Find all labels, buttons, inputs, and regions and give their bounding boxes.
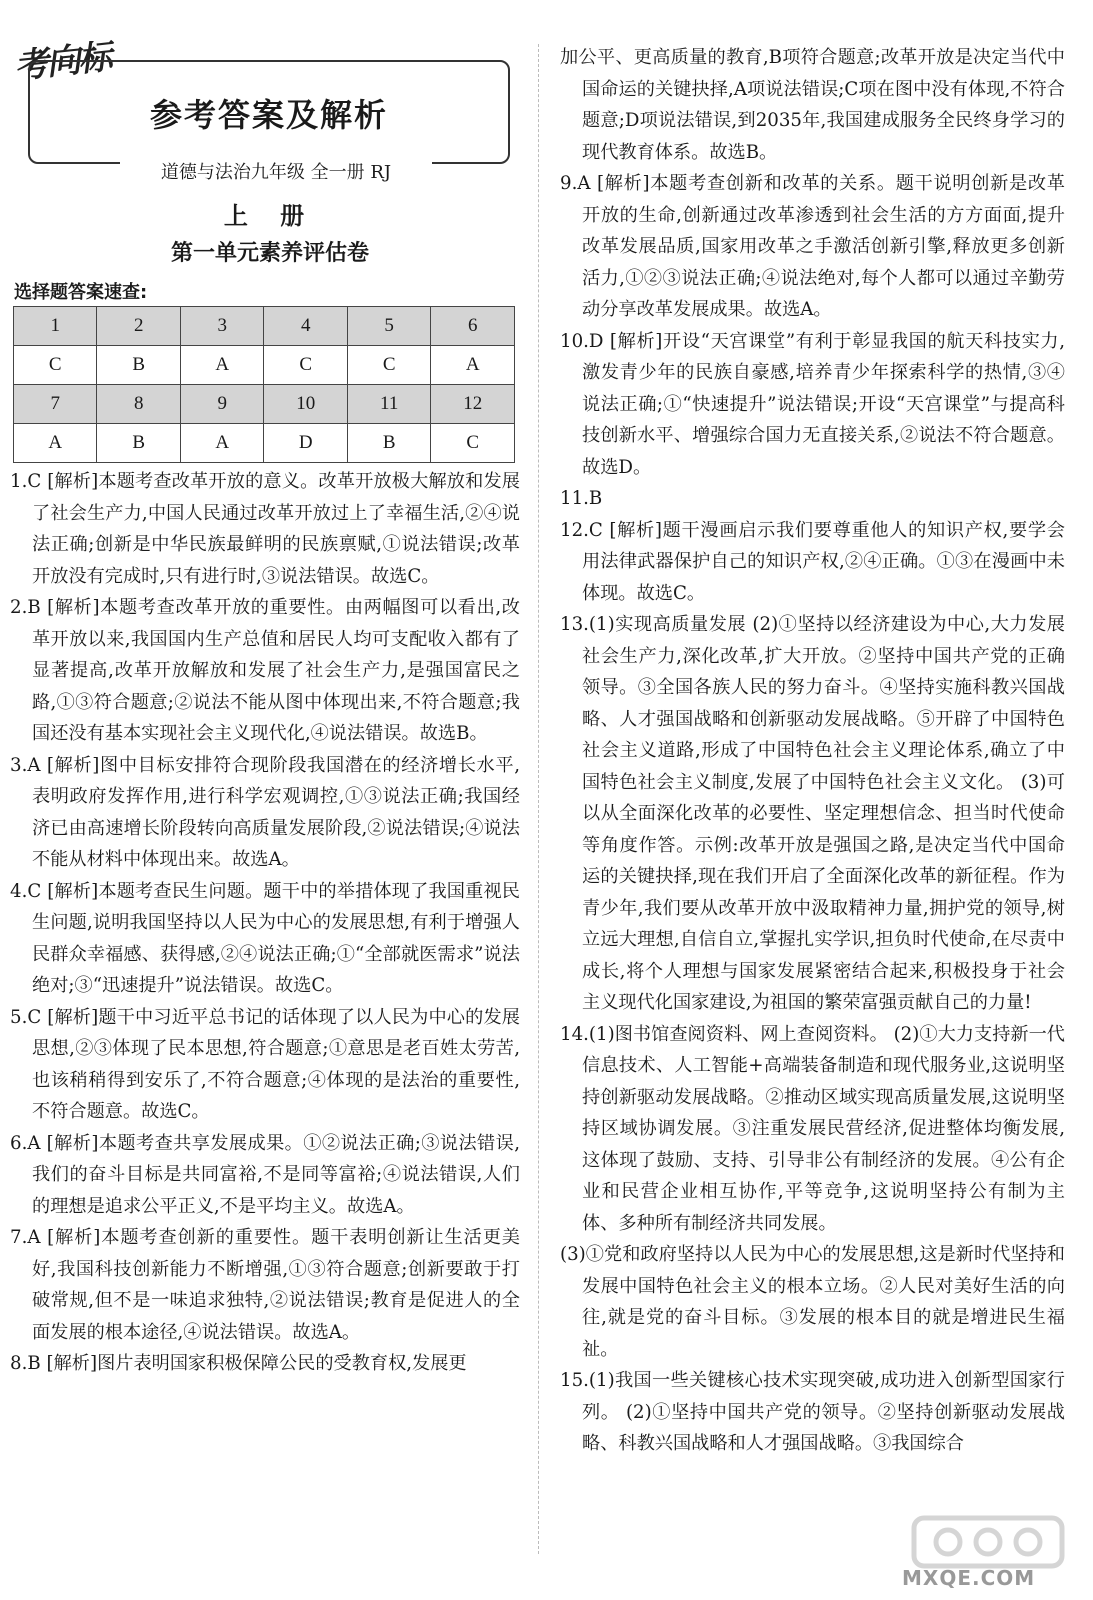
answer-cell: C (14, 346, 97, 385)
answer-cell: D (264, 424, 347, 463)
table-row (14, 346, 515, 385)
watermark-text: MXQE.COM (902, 1566, 1036, 1590)
question-number: 9 (180, 385, 263, 424)
volume-heading: 上 册 (223, 202, 317, 230)
title-frame (28, 60, 510, 164)
answer-cell: B (347, 424, 430, 463)
answer-item: 12.C [解析]题干漫画启示我们要尊重他人的知识产权,要学会用法律武器保护自己的知识产权,②④正确。①③在漫画中未体现。故选C。 (560, 519, 1065, 604)
subject-subtitle: 道德与法治九年级 全一册 RJ (120, 158, 432, 184)
answer-item: 8.B [解析]图片表明国家积极保障公民的受教育权,发展更 (10, 1353, 467, 1374)
answer-item: 1.C [解析]本题考查改革开放的意义。改革开放极大解放和发展了社会生产力,中国人民通过改革开放过上了幸福生活,②④说法正确;创新是中华民族最鲜明的民族禀赋,①说法错误;改革开放没有完成时,只有进行时,③说法错误。故选C。 (10, 471, 520, 587)
answer-item: 4.C [解析]本题考查民生问题。题干中的举措体现了我国重视民生问题,说明我国坚持以人民为中心的发展思想,有利于增强人民群众幸福感、获得感,②④说法正确;①“全部就医需求”说法绝对;③“迅速提升”说法错误。故选C。 (10, 880, 520, 996)
question-number: 5 (347, 307, 430, 346)
answer-cell: A (180, 346, 263, 385)
question-number: 1 (14, 307, 97, 346)
unit-heading: 第一单元素养评估卷 (170, 241, 369, 266)
answer-item: 9.A [解析]本题考查创新和改革的关系。题干说明创新是改革开放的生命,创新通过改革渗透到社会生活的方方面面,提升改革发展品质,国家用改革之手激活创新引擎,释放更多创新活力,①②③说法正确;④说法绝对,每个人都可以通过辛勤劳动分享改革发展成果。故选A。 (560, 173, 1065, 320)
answer-item: 15.(1)我国一些关键核心技术实现突破,成功进入创新型国家行列。 (2)①坚持中国共产党的领导。②坚持创新驱动发展战略、科教兴国战略和人才强国战略。③我国综合 (560, 1370, 1065, 1454)
table-row (14, 385, 515, 424)
answer-table (13, 306, 515, 463)
answer-cell: B (97, 346, 180, 385)
question-number: 11 (347, 385, 430, 424)
answer-cell: A (180, 424, 263, 463)
left-answer-column (10, 466, 520, 1380)
answer-cell: C (347, 346, 430, 385)
answer-item: 5.C [解析]题干中习近平总书记的话体现了以人民为中心的发展思想,②③体现了民本思想,符合题意;①意思是老百姓太劳苦,也该稍稍得到安乐了,不符合题意;④体现的是法治的重要性,不符合题意。故选C。 (10, 1006, 520, 1122)
answer-cell: C (431, 424, 515, 463)
question-number: 7 (14, 385, 97, 424)
table-row (14, 424, 515, 463)
table-row (14, 307, 515, 346)
answer-cell: A (431, 346, 515, 385)
question-number: 2 (97, 307, 180, 346)
answer-item: 11.B (560, 488, 603, 509)
answer-item: 3.A [解析]图中目标安排符合现阶段我国潜在的经济增长水平,表明政府发挥作用,进行科学宏观调控,①③说法正确;我国经济已由高速增长阶段转向高质量发展阶段,②说法错误;④说法不能从材料中体现出来。故选A。 (10, 754, 520, 870)
answer-item: 2.B [解析]本题考查改革开放的重要性。由两幅图可以看出,改革开放以来,我国国内生产总值和居民人均可支配收入都有了显著提高,改革开放解放和发展了社会生产力,是强国富民之路,①③符合题意;②说法不能从图中体现出来,不符合题意;我国还没有基本实现社会主义现代化,④说法错误。故选B。 (10, 597, 520, 744)
question-number: 8 (97, 385, 180, 424)
answer-cell: C (264, 346, 347, 385)
answer-item: 7.A [解析]本题考查创新的重要性。题干表明创新让生活更美好,我国科技创新能力不断增强,①③符合题意;创新要敢于打破常规,但不是一味追求独特,②说法错误;教育是促进人的全面发展的根本途径,④说法错误。故选A。 (10, 1227, 520, 1343)
question-number: 12 (431, 385, 515, 424)
quick-answer-label: 选择题答案速查: (14, 282, 148, 303)
answer-item: 10.D [解析]开设“天宫课堂”有利于彰显我国的航天科技实力,激发青少年的民族自豪感,培养青少年探索科学的热情,③④说法正确;①“快速提升”说法错误;开设“天宫课堂”与提高科技创新水平、增强综合国力无直接关系,②说法不符合题意。故选D。 (560, 330, 1065, 478)
page-title: 参考答案及解析 (149, 96, 388, 134)
question-number: 10 (264, 385, 347, 424)
question-number: 6 (431, 307, 515, 346)
answer-item: 13.(1)实现高质量发展 (2)①坚持以经济建设为中心,大力发展社会生产力,深化改革,扩大开放。②坚持中国共产党的正确领导。③全国各族人民的努力奋斗。④坚持实施科教兴国战略、人才强国战略和创新驱动发展战略。⑤开辟了中国特色社会主义道路,形成了中国特色社会主义理论体系,确立了中国特色社会主义制度,发展了中国特色社会主义文化。 (3)可以从全面深化改革的必要性、坚定理想信念、担当时代使命等角度作答。示例:改革开放是强国之路,是决定当代中国命运的关键抉择,现在我们开启了全面深化改革的新征程。作为青少年,我们要从改革开放中汲取精神力量,拥护党的领导,树立远大理想,自信自立,掌握扎实学识,担负时代使命,在尽责中成长,将个人理想与国家发展紧密结合起来,积极投身于社会主义现代化国家建设,为祖国的繁荣富强贡献自己的力量! (560, 614, 1065, 1013)
answer-item: (3)①党和政府坚持以人民为中心的发展思想,这是新时代坚持和发展中国特色社会主义的根本立场。②人民对美好生活的向往,就是党的奋斗目标。③发展的根本目的就是增进民生福祉。 (560, 1244, 1065, 1360)
answer-item: 14.(1)图书馆查阅资料、网上查阅资料。 (2)①大力支持新一代信息技术、人工智能+高端装备制造和现代服务业,这说明坚持创新驱动发展战略。②推动区域实现高质量发展,这说明坚持区域协调发展。③注重发展民营经济,促进整体均衡发展,这体现了鼓励、支持、引导非公有制经济的发展。④公有企业和民营企业相互协作,平等竞争,这说明坚持公有制为主体、多种所有制经济共同发展。 (560, 1023, 1065, 1234)
brand-logo: 考向标 (12, 39, 113, 86)
question-number: 3 (180, 307, 263, 346)
right-answer-column (560, 42, 1065, 1460)
question-number: 4 (264, 307, 347, 346)
answer-item: 加公平、更高质量的教育,B项符合题意;改革开放是决定当代中国命运的关键抉择,A项说法错误;C项在图中没有体现,不符合题意;D项说法错误,到2035年,我国建成服务全民终身学习的现代教育体系。故选B。 (560, 47, 1065, 163)
answer-cell: A (14, 424, 97, 463)
answer-item: 6.A [解析]本题考查共享发展成果。①②说法正确;③说法错误,我们的奋斗目标是共同富裕,不是同等富裕;④说法错误,人们的理想是追求公平正义,不是平均主义。故选A。 (10, 1132, 520, 1217)
answer-cell: B (97, 424, 180, 463)
column-divider (538, 44, 539, 1554)
